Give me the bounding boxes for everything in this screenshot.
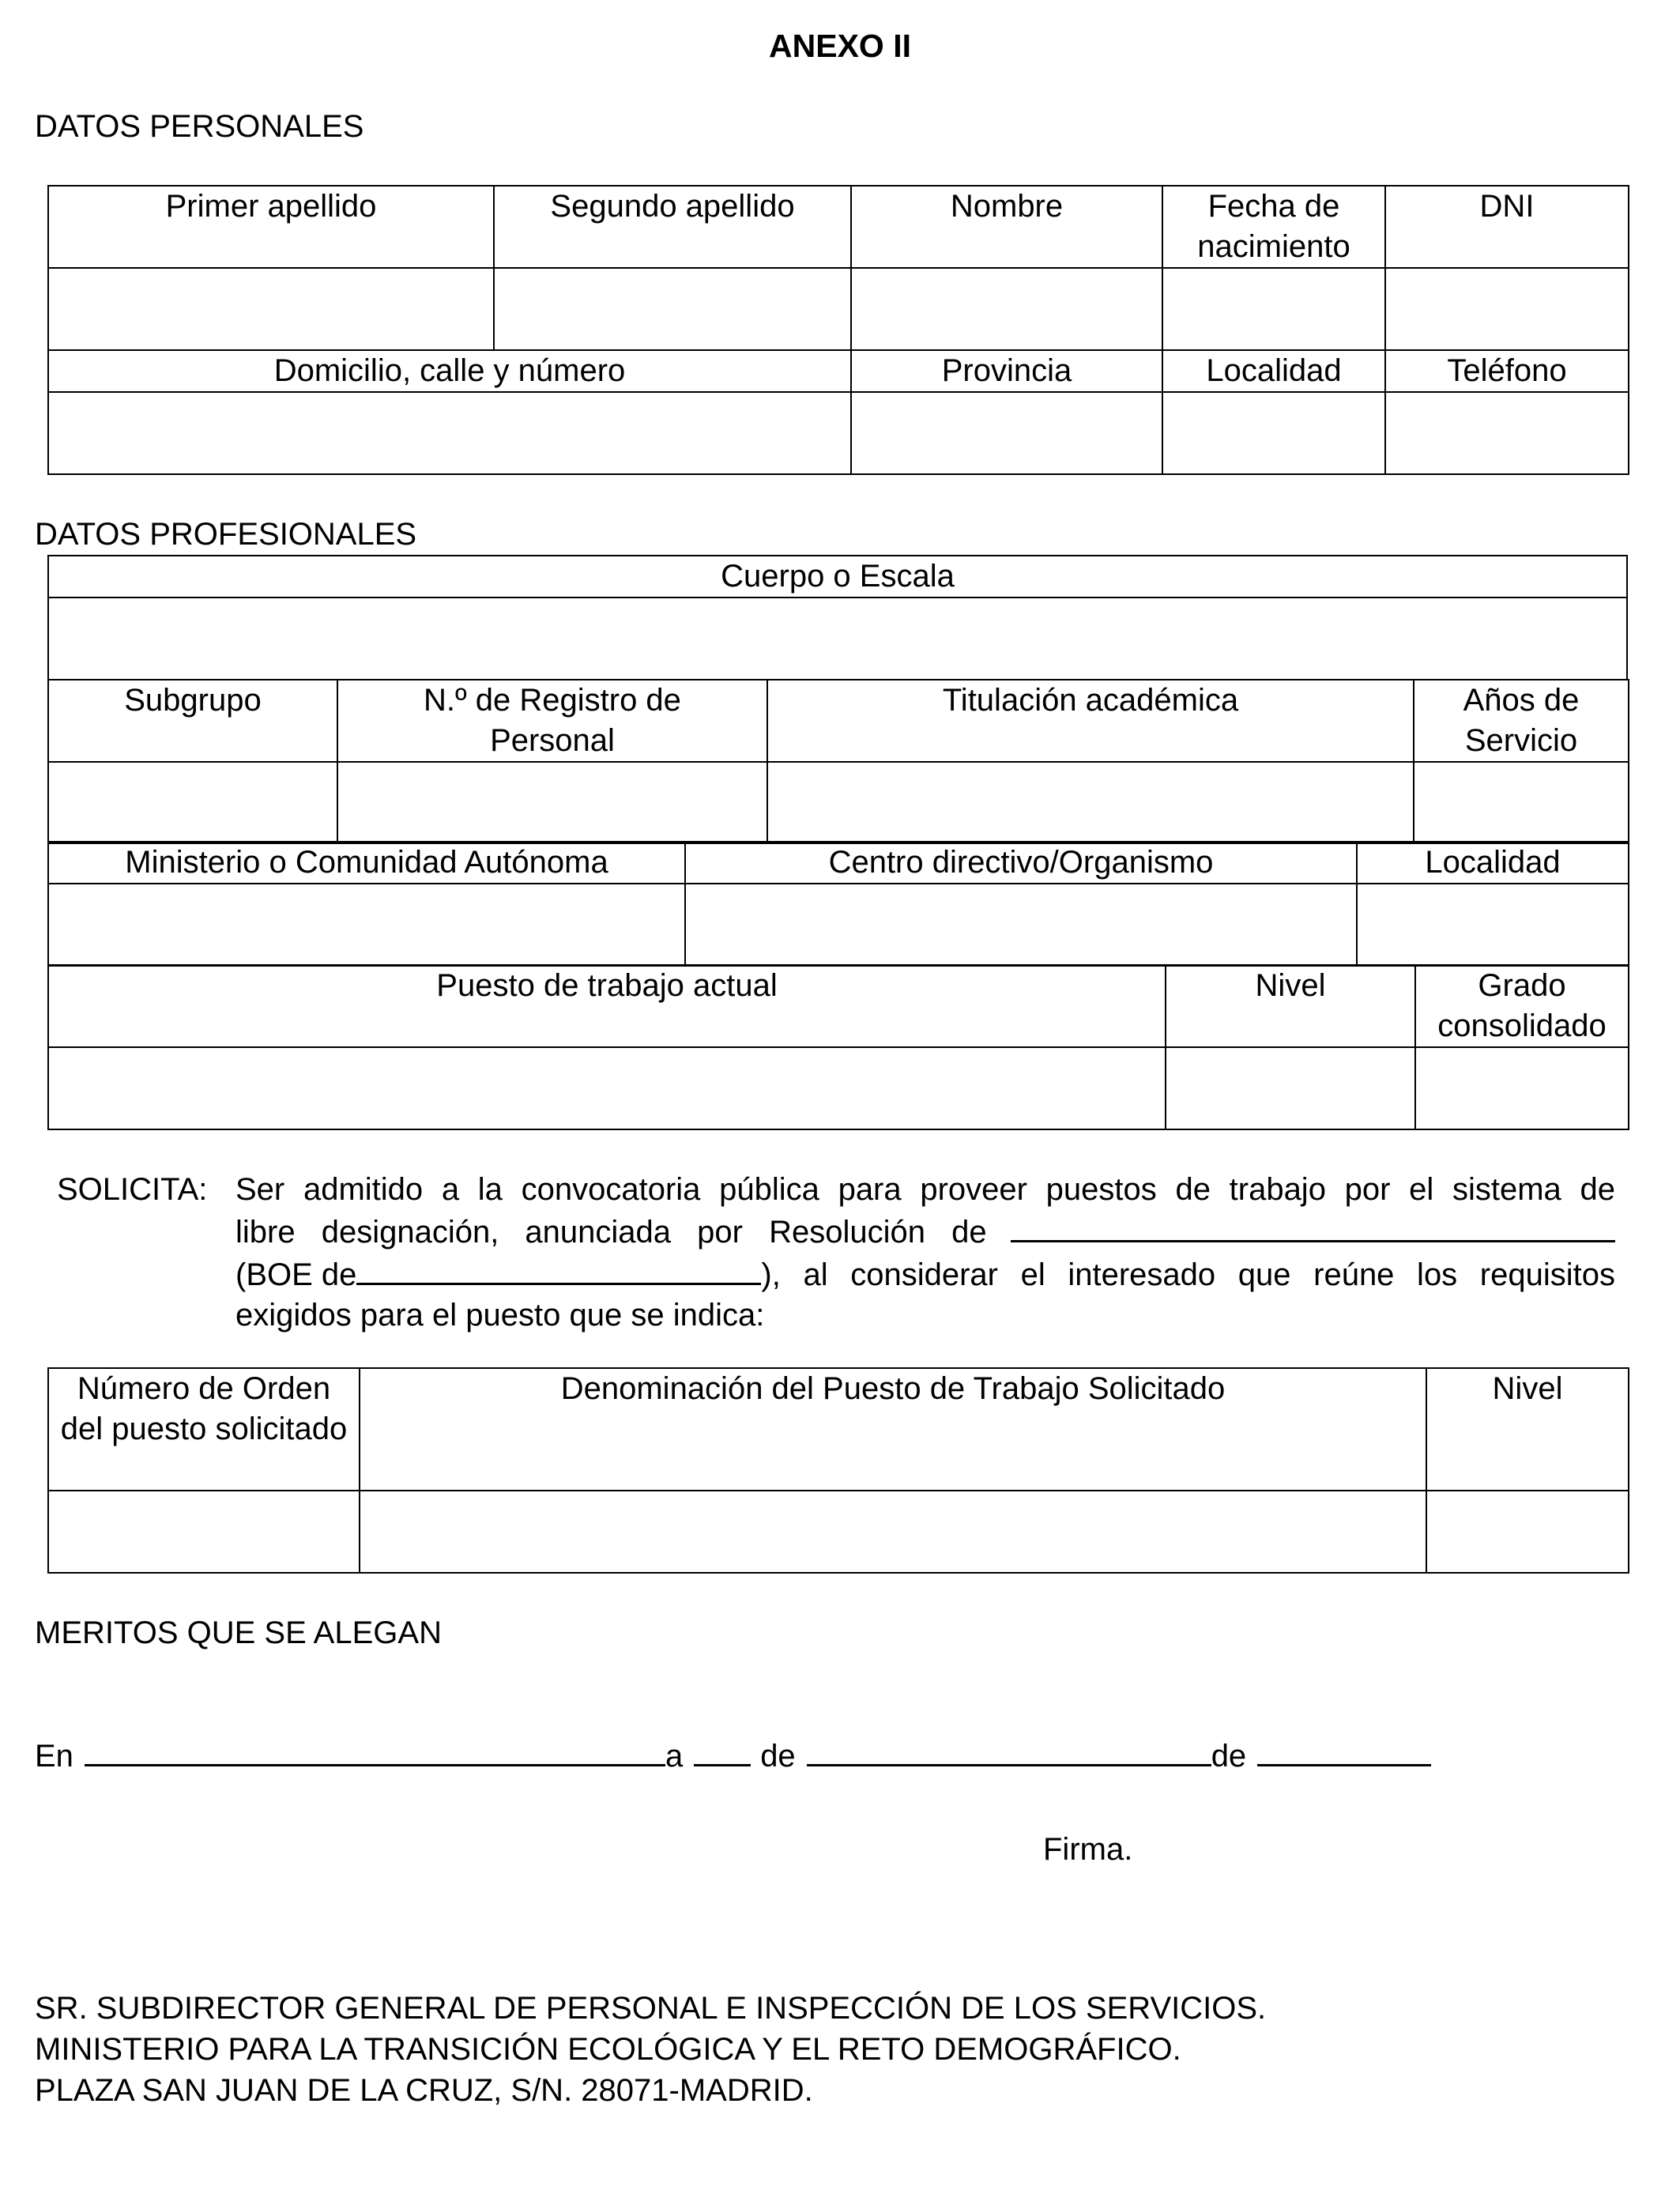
- address-line-3: PLAZA SAN JUAN DE LA CRUZ, S/N. 28071-MADRID.: [35, 2073, 813, 2108]
- header-provincia: Provincia: [851, 350, 1162, 392]
- field-numero-orden[interactable]: [48, 1491, 360, 1573]
- header-domicilio: Domicilio, calle y número: [48, 350, 851, 392]
- header-primer-apellido: Primer apellido: [48, 186, 494, 268]
- header-registro-personal: N.º de Registro de Personal: [337, 680, 767, 762]
- address-line-1: SR. SUBDIRECTOR GENERAL DE PERSONAL E INSPECCIÓN DE LOS SERVICIOS.: [35, 1991, 1267, 2026]
- field-nivel-solicitado[interactable]: [1426, 1491, 1629, 1573]
- field-nombre[interactable]: [851, 268, 1162, 350]
- date-en: En: [35, 1739, 73, 1774]
- solicita-line-2: [235, 1210, 1615, 1253]
- field-cuerpo-escala[interactable]: [48, 598, 1627, 680]
- request-table: [47, 1367, 1629, 1574]
- field-fecha-nacimiento[interactable]: [1162, 268, 1385, 350]
- header-dni: DNI: [1385, 186, 1629, 268]
- page-title: ANEXO II: [769, 28, 911, 64]
- header-anos-servicio: Años de Servicio: [1414, 680, 1629, 762]
- solicita-line-4: exigidos para el puesto que se indica:: [235, 1298, 765, 1333]
- field-nivel-actual[interactable]: [1166, 1047, 1415, 1129]
- solicita-label: SOLICITA:: [57, 1172, 208, 1207]
- field-grado-consolidado[interactable]: [1415, 1047, 1629, 1129]
- header-ministerio: Ministerio o Comunidad Autónoma: [48, 842, 685, 884]
- solicita-line-3: [235, 1253, 1615, 1295]
- field-puesto-actual[interactable]: [48, 1047, 1166, 1129]
- day-blank[interactable]: [694, 1734, 751, 1766]
- place-blank[interactable]: [85, 1734, 665, 1766]
- header-centro-directivo: Centro directivo/Organismo: [685, 842, 1357, 884]
- field-telefono[interactable]: [1385, 392, 1629, 474]
- year-blank[interactable]: [1257, 1734, 1431, 1766]
- header-fecha-nacimiento: Fecha de nacimiento: [1162, 186, 1385, 268]
- meritos-heading: MERITOS QUE SE ALEGAN: [35, 1615, 442, 1650]
- header-cuerpo-escala: Cuerpo o Escala: [48, 556, 1627, 598]
- personal-data-heading: DATOS PERSONALES: [35, 109, 364, 144]
- header-puesto-actual: Puesto de trabajo actual: [48, 965, 1166, 1047]
- ministerio-table: [47, 841, 1629, 967]
- field-anos-servicio[interactable]: [1414, 762, 1629, 843]
- date-line: [35, 1734, 1431, 1777]
- firma-label: Firma.: [1043, 1832, 1133, 1867]
- field-denominacion[interactable]: [360, 1491, 1426, 1573]
- header-nivel-solicitado: Nivel: [1426, 1368, 1629, 1491]
- header-telefono: Teléfono: [1385, 350, 1629, 392]
- header-nivel-actual: Nivel: [1166, 965, 1415, 1047]
- address-line-2: MINISTERIO PARA LA TRANSICIÓN ECOLÓGICA Y EL RETO DEMOGRÁFICO.: [35, 2032, 1181, 2067]
- solicita-line-1: Ser admitido a la convocatoria pública para proveer puestos de trabajo por el sistema de: [235, 1172, 1615, 1207]
- solicita-boe-suffix: ), al considerar el interesado que reúne los requisitos: [761, 1257, 1615, 1292]
- header-nombre: Nombre: [851, 186, 1162, 268]
- field-localidad-profesional[interactable]: [1357, 884, 1629, 966]
- field-ministerio[interactable]: [48, 884, 685, 966]
- header-localidad-profesional: Localidad: [1357, 842, 1629, 884]
- field-registro-personal[interactable]: [337, 762, 767, 843]
- date-de-1: de: [760, 1739, 796, 1774]
- field-titulacion[interactable]: [767, 762, 1414, 843]
- header-segundo-apellido: Segundo apellido: [494, 186, 851, 268]
- puesto-table: [47, 964, 1629, 1130]
- professional-data-heading: DATOS PROFESIONALES: [35, 517, 417, 552]
- field-dni[interactable]: [1385, 268, 1629, 350]
- boe-blank[interactable]: [356, 1253, 761, 1285]
- resolucion-blank[interactable]: [1011, 1210, 1615, 1242]
- field-segundo-apellido[interactable]: [494, 268, 851, 350]
- field-subgrupo[interactable]: [48, 762, 337, 843]
- cuerpo-table: [47, 555, 1628, 680]
- date-de-2: de: [1211, 1739, 1247, 1774]
- header-numero-orden: Número de Orden del puesto solicitado: [48, 1368, 360, 1491]
- field-provincia[interactable]: [851, 392, 1162, 474]
- subgrupo-table: [47, 679, 1629, 844]
- header-localidad: Localidad: [1162, 350, 1385, 392]
- field-centro-directivo[interactable]: [685, 884, 1357, 966]
- solicita-boe-prefix: (BOE de: [235, 1257, 357, 1292]
- header-titulacion: Titulación académica: [767, 680, 1414, 762]
- date-a: a: [665, 1739, 684, 1774]
- field-domicilio[interactable]: [48, 392, 851, 474]
- header-subgrupo: Subgrupo: [48, 680, 337, 762]
- solicita-text: [235, 1170, 1615, 1336]
- month-blank[interactable]: [807, 1734, 1211, 1766]
- address-block: [35, 1988, 1266, 2111]
- personal-data-table: [47, 185, 1629, 475]
- field-primer-apellido[interactable]: [48, 268, 494, 350]
- header-denominacion: Denominación del Puesto de Trabajo Solicitado: [360, 1368, 1426, 1491]
- field-localidad[interactable]: [1162, 392, 1385, 474]
- header-grado-consolidado: Grado consolidado: [1415, 965, 1629, 1047]
- solicita-line-2-text: libre designación, anunciada por Resolución de: [235, 1215, 987, 1250]
